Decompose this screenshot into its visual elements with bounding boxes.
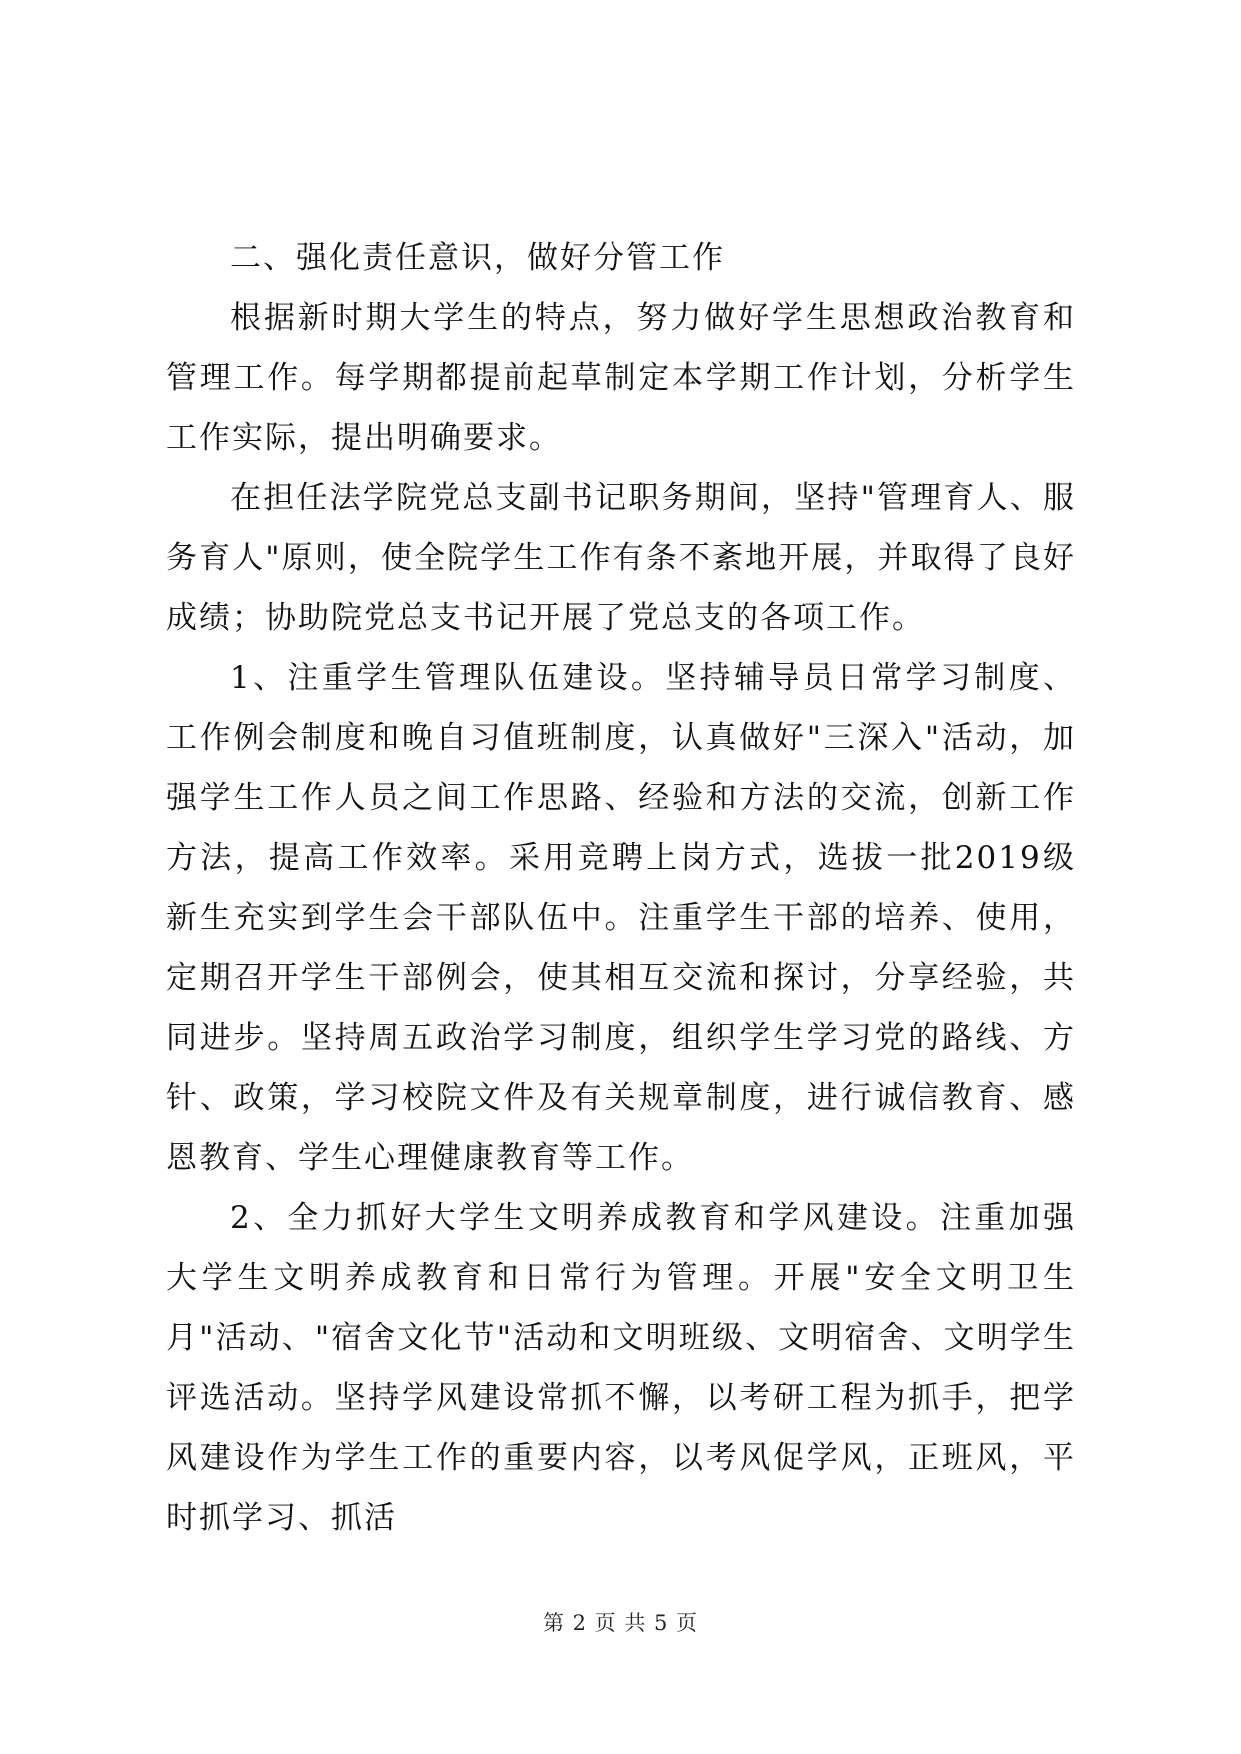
paragraph-2: 在担任法学院党总支副书记职务期间，坚持"管理育人、服务育人"原则，使全院学生工作有条不紊地开展，并取得了良好成绩；协助院党总支书记开展了党总支的各项工作。 <box>166 480 1076 636</box>
paragraph-3: 1、注重学生管理队伍建设。坚持辅导员日常学习制度、工作例会制度和晚自习值班制度，认真做好"三深入"活动，加强学生工作人员之间工作思路、经验和方法的交流，创新工作方法，提高工作效率。采用竞聘上岗方式，选拔一批2019级新生充实到学生会干部队伍中。注重学生干部的培养、使用，定期召开学生干部例会，使其相互交流和探讨，分享经验，共同进步。坚持周五政治学习制度，组织学生学习党的路线、方针、政策，学习校院文件及有关规章制度，进行诚信教育、感恩教育、学生心理健康教育等工作。 <box>166 660 1076 1176</box>
section-heading: 二、强化责任意识，做好分管工作 <box>230 240 725 276</box>
document-body <box>166 228 1076 1548</box>
paragraph-4: 2、全力抓好大学生文明养成教育和学风建设。注重加强大学生文明养成教育和日常行为管理。开展"安全文明卫生月"活动、"宿舍文化节"活动和文明班级、文明宿舍、文明学生评选活动。坚持学风建设常抓不懈，以考研工程为抓手，把学风建设作为学生工作的重要内容，以考风促学风，正班风，平时抓学习、抓活 <box>166 1200 1076 1536</box>
paragraph-1: 根据新时期大学生的特点，努力做好学生思想政治教育和管理工作。每学期都提前起草制定本学期工作计划，分析学生工作实际，提出明确要求。 <box>166 300 1076 456</box>
page-number-footer: 第 2 页 共 5 页 <box>542 1611 699 1635</box>
